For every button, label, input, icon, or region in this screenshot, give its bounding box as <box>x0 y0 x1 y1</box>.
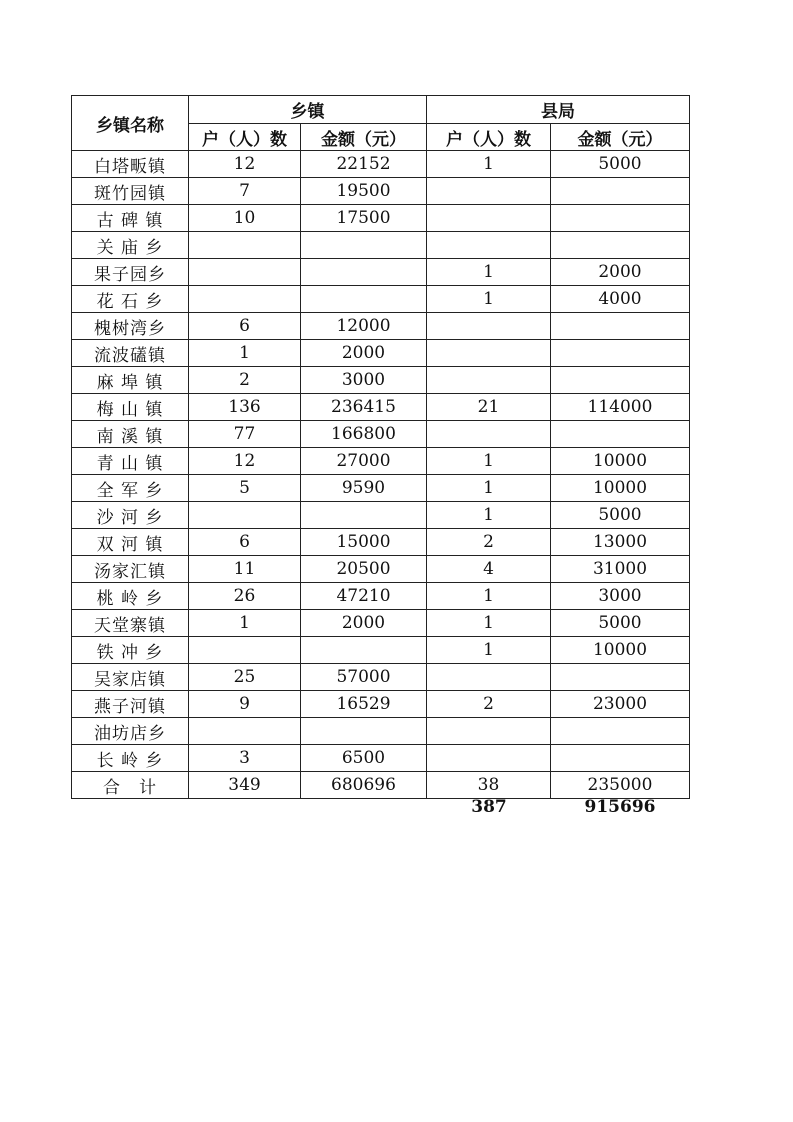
table-body <box>72 151 690 799</box>
row-county-amount: 23000 <box>551 691 690 718</box>
row-town-name: 铁 冲 乡 <box>72 637 189 664</box>
row-town-households: 136 <box>189 394 301 421</box>
row-county-amount: 2000 <box>551 259 690 286</box>
row-county-amount: 235000 <box>551 772 690 799</box>
row-county-households: 4 <box>427 556 551 583</box>
row-county-households: 21 <box>427 394 551 421</box>
table-row <box>72 151 690 178</box>
row-county-households <box>427 340 551 367</box>
row-county-households <box>427 313 551 340</box>
header-county-amount: 金额（元） <box>551 124 690 151</box>
row-town-name: 关 庙 乡 <box>72 232 189 259</box>
row-town-households <box>189 259 301 286</box>
row-town-name: 青 山 镇 <box>72 448 189 475</box>
row-county-households: 1 <box>427 583 551 610</box>
row-town-amount <box>301 502 427 529</box>
table-row <box>72 286 690 313</box>
row-town-amount: 47210 <box>301 583 427 610</box>
row-county-amount <box>551 313 690 340</box>
row-town-name: 天堂寨镇 <box>72 610 189 637</box>
row-county-amount <box>551 205 690 232</box>
row-town-name: 槐树湾乡 <box>72 313 189 340</box>
grand-total-row <box>427 797 689 823</box>
row-town-name: 合 计 <box>72 772 189 799</box>
row-town-amount: 9590 <box>301 475 427 502</box>
row-county-households: 1 <box>427 637 551 664</box>
row-town-households <box>189 718 301 745</box>
row-town-amount <box>301 232 427 259</box>
row-county-households <box>427 421 551 448</box>
row-town-households: 25 <box>189 664 301 691</box>
table-row <box>72 583 690 610</box>
row-town-amount <box>301 286 427 313</box>
row-town-households: 1 <box>189 340 301 367</box>
summary-table <box>71 95 690 799</box>
row-town-amount: 12000 <box>301 313 427 340</box>
row-town-amount: 3000 <box>301 367 427 394</box>
row-town-amount <box>301 637 427 664</box>
row-town-households <box>189 286 301 313</box>
row-county-amount <box>551 178 690 205</box>
row-town-name: 桃 岭 乡 <box>72 583 189 610</box>
table-row <box>72 745 690 772</box>
row-town-amount: 2000 <box>301 340 427 367</box>
row-county-households: 1 <box>427 259 551 286</box>
row-county-amount: 5000 <box>551 151 690 178</box>
row-county-amount <box>551 340 690 367</box>
row-county-amount <box>551 421 690 448</box>
row-county-households <box>427 232 551 259</box>
row-town-amount <box>301 259 427 286</box>
row-county-households: 1 <box>427 448 551 475</box>
header-town-amount: 金额（元） <box>301 124 427 151</box>
row-county-amount <box>551 232 690 259</box>
row-town-households: 26 <box>189 583 301 610</box>
row-town-name: 白塔畈镇 <box>72 151 189 178</box>
total-row <box>72 772 690 799</box>
row-town-households <box>189 637 301 664</box>
table-row <box>72 178 690 205</box>
row-town-amount: 57000 <box>301 664 427 691</box>
table-row <box>72 691 690 718</box>
header-group-town: 乡镇 <box>189 96 427 124</box>
row-county-amount <box>551 664 690 691</box>
row-town-amount: 17500 <box>301 205 427 232</box>
row-town-households: 6 <box>189 529 301 556</box>
row-county-households: 1 <box>427 475 551 502</box>
row-county-households: 2 <box>427 529 551 556</box>
row-town-name: 花 石 乡 <box>72 286 189 313</box>
table-row <box>72 529 690 556</box>
row-town-households <box>189 232 301 259</box>
row-town-amount: 22152 <box>301 151 427 178</box>
row-town-name: 果子园乡 <box>72 259 189 286</box>
row-county-amount: 5000 <box>551 502 690 529</box>
row-town-name: 麻 埠 镇 <box>72 367 189 394</box>
table-row <box>72 259 690 286</box>
row-town-households: 12 <box>189 448 301 475</box>
table-row <box>72 718 690 745</box>
row-town-amount <box>301 718 427 745</box>
row-town-households: 6 <box>189 313 301 340</box>
table-row <box>72 664 690 691</box>
header-group-county: 县局 <box>427 96 690 124</box>
table-row <box>72 367 690 394</box>
row-town-amount: 236415 <box>301 394 427 421</box>
header-town-households: 户（人）数 <box>189 124 301 151</box>
row-town-amount: 20500 <box>301 556 427 583</box>
row-county-households: 1 <box>427 151 551 178</box>
row-county-households: 1 <box>427 610 551 637</box>
table-row <box>72 637 690 664</box>
row-county-households <box>427 178 551 205</box>
row-county-amount: 31000 <box>551 556 690 583</box>
row-county-households: 1 <box>427 286 551 313</box>
table-row <box>72 205 690 232</box>
row-town-households <box>189 502 301 529</box>
row-town-amount: 166800 <box>301 421 427 448</box>
row-town-name: 燕子河镇 <box>72 691 189 718</box>
row-town-households: 9 <box>189 691 301 718</box>
table-row <box>72 448 690 475</box>
row-county-households <box>427 205 551 232</box>
table-row <box>72 421 690 448</box>
table-row <box>72 340 690 367</box>
row-county-amount: 13000 <box>551 529 690 556</box>
row-county-households: 1 <box>427 502 551 529</box>
row-town-households: 7 <box>189 178 301 205</box>
row-town-amount: 16529 <box>301 691 427 718</box>
row-town-name: 吴家店镇 <box>72 664 189 691</box>
table-row <box>72 394 690 421</box>
row-county-amount <box>551 745 690 772</box>
row-county-amount <box>551 367 690 394</box>
row-town-households: 349 <box>189 772 301 799</box>
row-town-name: 梅 山 镇 <box>72 394 189 421</box>
row-town-households: 5 <box>189 475 301 502</box>
row-town-amount: 6500 <box>301 745 427 772</box>
row-county-households <box>427 664 551 691</box>
row-town-name: 斑竹园镇 <box>72 178 189 205</box>
row-town-name: 南 溪 镇 <box>72 421 189 448</box>
table-row <box>72 313 690 340</box>
row-town-amount: 2000 <box>301 610 427 637</box>
row-town-amount: 680696 <box>301 772 427 799</box>
row-county-households <box>427 745 551 772</box>
data-sheet <box>71 95 690 799</box>
grand-total-amount: 915696 <box>584 797 656 817</box>
row-town-name: 汤家汇镇 <box>72 556 189 583</box>
row-town-amount: 19500 <box>301 178 427 205</box>
row-town-households: 11 <box>189 556 301 583</box>
table-row <box>72 475 690 502</box>
row-county-households: 38 <box>427 772 551 799</box>
row-town-households: 1 <box>189 610 301 637</box>
row-county-amount: 10000 <box>551 637 690 664</box>
row-town-name: 油坊店乡 <box>72 718 189 745</box>
row-town-amount: 15000 <box>301 529 427 556</box>
row-county-amount: 114000 <box>551 394 690 421</box>
row-county-households <box>427 367 551 394</box>
row-town-households: 3 <box>189 745 301 772</box>
row-county-households <box>427 718 551 745</box>
row-town-households: 2 <box>189 367 301 394</box>
header-town-name: 乡镇名称 <box>72 96 189 151</box>
header-county-households: 户（人）数 <box>427 124 551 151</box>
header-row-1 <box>72 96 690 124</box>
table-row <box>72 502 690 529</box>
row-town-name: 流波礚镇 <box>72 340 189 367</box>
row-town-name: 沙 河 乡 <box>72 502 189 529</box>
row-county-amount: 5000 <box>551 610 690 637</box>
row-county-amount: 10000 <box>551 475 690 502</box>
row-county-amount: 10000 <box>551 448 690 475</box>
row-town-name: 古 碑 镇 <box>72 205 189 232</box>
table-row <box>72 556 690 583</box>
row-county-amount: 4000 <box>551 286 690 313</box>
row-town-households: 12 <box>189 151 301 178</box>
row-county-amount: 3000 <box>551 583 690 610</box>
table-row <box>72 232 690 259</box>
row-county-households: 2 <box>427 691 551 718</box>
row-town-name: 全 军 乡 <box>72 475 189 502</box>
row-town-name: 双 河 镇 <box>72 529 189 556</box>
row-town-households: 10 <box>189 205 301 232</box>
row-town-name: 长 岭 乡 <box>72 745 189 772</box>
row-town-amount: 27000 <box>301 448 427 475</box>
row-county-amount <box>551 718 690 745</box>
grand-total-households: 387 <box>471 797 507 817</box>
table-row <box>72 610 690 637</box>
row-town-households: 77 <box>189 421 301 448</box>
